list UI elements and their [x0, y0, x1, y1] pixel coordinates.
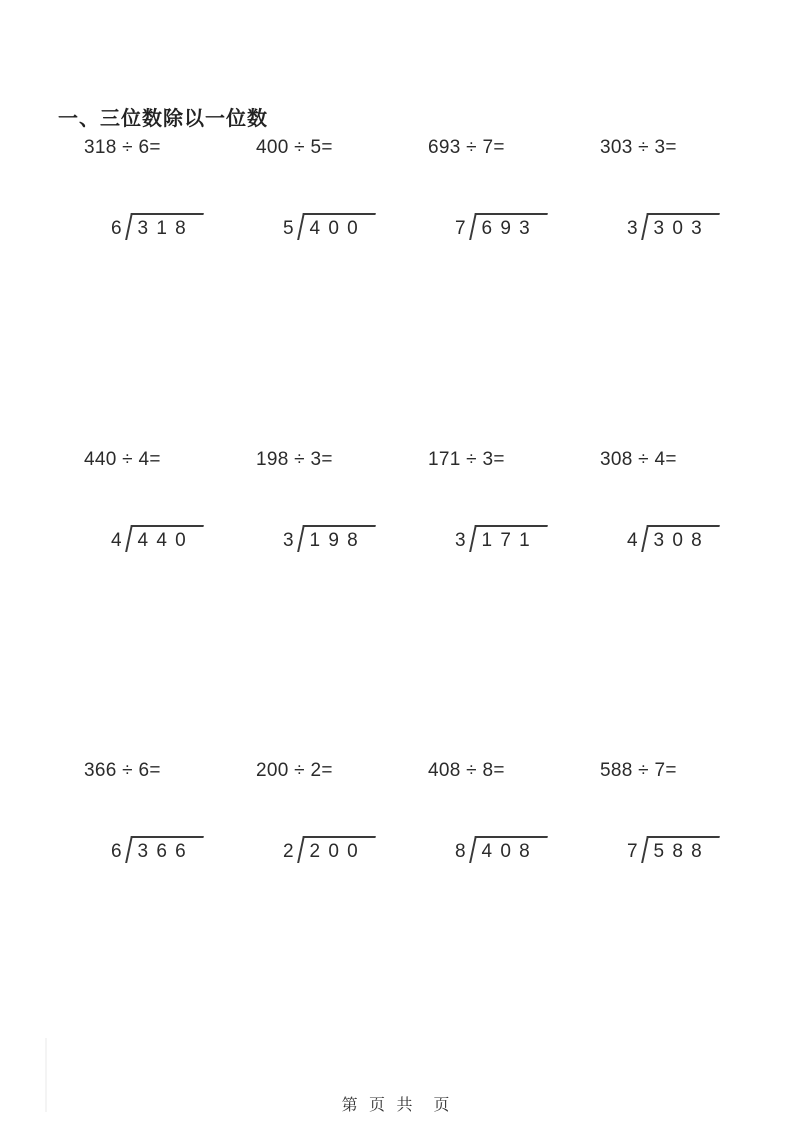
problem-cell [428, 137, 600, 240]
problem-cell [256, 760, 428, 863]
dividend-digits: 3 0 8 [653, 530, 702, 551]
problem-cell [84, 449, 256, 552]
footer-page-label: 第 页 共 页 [341, 1097, 452, 1114]
dividend-digits: 3 0 3 [653, 218, 702, 239]
dividend-digits: 6 9 3 [481, 218, 530, 239]
divisor-digit: 4 [627, 530, 638, 551]
long-division [455, 525, 600, 552]
equation-text: 440 ÷ 4= [84, 449, 161, 470]
long-division [455, 836, 600, 863]
long-division [111, 836, 256, 863]
dividend-digits: 4 4 0 [137, 530, 186, 551]
equation-text: 400 ÷ 5= [256, 137, 333, 158]
long-division [283, 525, 428, 552]
equation-text: 198 ÷ 3= [256, 449, 333, 470]
long-division [283, 836, 428, 863]
problem-cell [600, 137, 772, 240]
long-division [627, 525, 772, 552]
problem-cell [84, 760, 256, 863]
division-bracket [297, 213, 376, 240]
division-bracket [125, 213, 204, 240]
problem-cell [428, 449, 600, 552]
division-bracket [469, 213, 548, 240]
divisor-digit: 5 [283, 218, 294, 239]
problem-cell [256, 137, 428, 240]
long-division [455, 213, 600, 240]
equation-text: 693 ÷ 7= [428, 137, 505, 158]
dividend-digits: 2 0 0 [309, 841, 358, 862]
divisor-digit: 8 [455, 841, 466, 862]
division-bracket [125, 836, 204, 863]
dividend-digits: 4 0 8 [481, 841, 530, 862]
divisor-digit: 4 [111, 530, 122, 551]
divisor-digit: 3 [455, 530, 466, 551]
dividend-digits: 1 7 1 [481, 530, 530, 551]
problem-cell [600, 449, 772, 552]
problem-row-2 [84, 449, 772, 552]
long-division [627, 213, 772, 240]
problem-row-1 [84, 137, 772, 240]
divisor-digit: 6 [111, 218, 122, 239]
problem-cell [600, 760, 772, 863]
dividend-digits: 4 0 0 [309, 218, 358, 239]
divisor-digit: 3 [627, 218, 638, 239]
divisor-digit: 7 [455, 218, 466, 239]
problem-cell [256, 449, 428, 552]
long-division [283, 213, 428, 240]
equation-text: 318 ÷ 6= [84, 137, 161, 158]
long-division [627, 836, 772, 863]
equation-text: 200 ÷ 2= [256, 760, 333, 781]
problem-cell [84, 137, 256, 240]
dividend-digits: 1 9 8 [309, 530, 358, 551]
division-bracket [297, 525, 376, 552]
divisor-digit: 6 [111, 841, 122, 862]
equation-text: 303 ÷ 3= [600, 137, 677, 158]
long-division [111, 213, 256, 240]
equation-text: 366 ÷ 6= [84, 760, 161, 781]
division-bracket [641, 213, 720, 240]
equation-text: 588 ÷ 7= [600, 760, 677, 781]
division-bracket [641, 836, 720, 863]
dividend-digits: 3 1 8 [137, 218, 186, 239]
long-division [111, 525, 256, 552]
dividend-digits: 3 6 6 [137, 841, 186, 862]
section-title: 一、三位数除以一位数 [58, 108, 268, 130]
divisor-digit: 2 [283, 841, 294, 862]
equation-text: 408 ÷ 8= [428, 760, 505, 781]
equation-text: 171 ÷ 3= [428, 449, 505, 470]
problem-row-3 [84, 760, 772, 863]
equation-text: 308 ÷ 4= [600, 449, 677, 470]
divisor-digit: 7 [627, 841, 638, 862]
division-bracket [641, 525, 720, 552]
division-bracket [297, 836, 376, 863]
division-bracket [469, 836, 548, 863]
division-bracket [125, 525, 204, 552]
problem-cell [428, 760, 600, 863]
dividend-digits: 5 8 8 [653, 841, 702, 862]
divisor-digit: 3 [283, 530, 294, 551]
division-bracket [469, 525, 548, 552]
